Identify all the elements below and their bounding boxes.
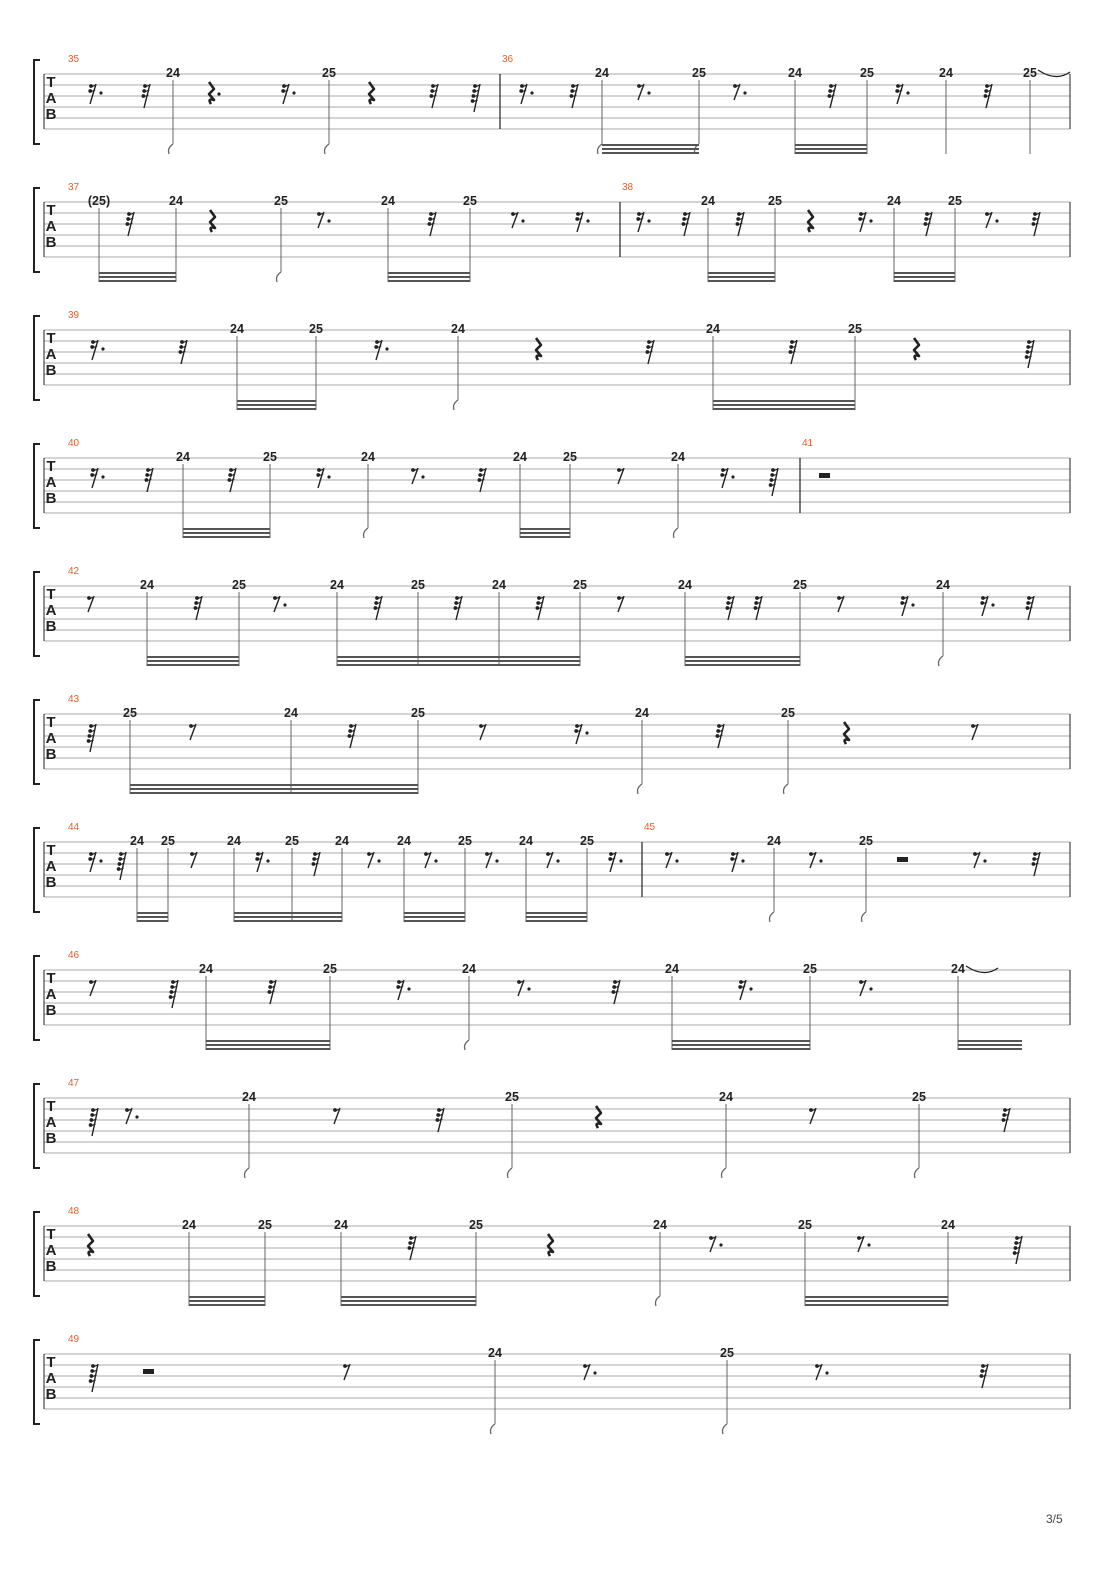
rest-icon bbox=[895, 84, 909, 104]
fret-number: 25 bbox=[411, 706, 425, 720]
tab-clef-letter: T bbox=[46, 74, 56, 91]
note-flag-icon bbox=[656, 1296, 661, 1306]
note-flag-icon bbox=[491, 1424, 496, 1434]
fret-number: 24 bbox=[397, 834, 411, 848]
fret-number: 25 bbox=[563, 450, 577, 464]
fret-number: 24 bbox=[519, 834, 533, 848]
fret-number: 24 bbox=[595, 66, 609, 80]
beam bbox=[713, 400, 855, 410]
tab-clef-letter: B bbox=[45, 1258, 57, 1275]
half-rest-icon bbox=[819, 473, 830, 478]
rest-icon bbox=[90, 340, 104, 360]
rest-icon bbox=[471, 84, 480, 112]
rest-icon bbox=[546, 852, 560, 868]
note-flag-icon bbox=[508, 1168, 513, 1178]
beam bbox=[795, 144, 867, 154]
fret-number: 25 bbox=[798, 1218, 812, 1232]
rest-icon bbox=[88, 84, 102, 104]
system-bracket bbox=[34, 60, 40, 144]
fret-number: 25 bbox=[309, 322, 323, 336]
beam bbox=[189, 1296, 265, 1306]
tab-clef-letter: A bbox=[45, 346, 57, 363]
tab-system bbox=[34, 1078, 1070, 1178]
tab-clef-letter: B bbox=[45, 1002, 57, 1019]
note-flag-icon bbox=[277, 272, 282, 282]
rest-icon bbox=[374, 340, 388, 360]
beam bbox=[685, 656, 800, 666]
beam bbox=[526, 912, 587, 922]
half-rest-icon bbox=[143, 1369, 154, 1374]
system-bracket bbox=[34, 188, 40, 272]
fret-number: 25 bbox=[1023, 66, 1037, 80]
measure-number: 37 bbox=[68, 182, 80, 193]
beam bbox=[388, 272, 470, 282]
fret-number: 24 bbox=[941, 1218, 955, 1232]
fret-number: 24 bbox=[665, 962, 679, 976]
fret-number: 24 bbox=[701, 194, 715, 208]
tab-clef-letter: A bbox=[45, 858, 57, 875]
beam bbox=[206, 1040, 330, 1050]
fret-number: 25 bbox=[768, 194, 782, 208]
note-flag-icon bbox=[454, 400, 459, 410]
rest-icon bbox=[617, 468, 624, 484]
note-flag-icon bbox=[939, 656, 944, 666]
tab-system bbox=[34, 438, 1070, 538]
tab-clef-letter: T bbox=[46, 1098, 56, 1115]
rest-icon bbox=[617, 596, 624, 612]
fret-number: 24 bbox=[492, 578, 506, 592]
system-bracket bbox=[34, 828, 40, 912]
beam bbox=[183, 528, 270, 538]
beam bbox=[337, 656, 580, 666]
beam bbox=[234, 912, 342, 922]
beam bbox=[958, 1040, 1022, 1050]
note-flag-icon bbox=[784, 784, 789, 794]
tab-clef-letter: A bbox=[45, 986, 57, 1003]
rest-icon bbox=[87, 724, 96, 752]
fret-number: 25 bbox=[860, 66, 874, 80]
tie-icon bbox=[1038, 70, 1070, 77]
tab-clef-letter: T bbox=[46, 1226, 56, 1243]
rest-icon bbox=[900, 596, 914, 616]
fret-number: 24 bbox=[678, 578, 692, 592]
rest-icon bbox=[396, 980, 410, 1000]
rest-icon bbox=[815, 1364, 829, 1380]
tab-clef-letter: T bbox=[46, 714, 56, 731]
rest-icon bbox=[519, 84, 533, 104]
tab-system bbox=[34, 1334, 1070, 1434]
beam bbox=[341, 1296, 476, 1306]
measure-number: 44 bbox=[68, 822, 80, 833]
fret-number: 24 bbox=[330, 578, 344, 592]
rest-icon bbox=[980, 596, 994, 616]
fret-number: 24 bbox=[166, 66, 180, 80]
tab-clef-letter: T bbox=[46, 202, 56, 219]
rest-icon bbox=[89, 1108, 98, 1136]
fret-number: 25 bbox=[580, 834, 594, 848]
system-bracket bbox=[34, 1340, 40, 1424]
system-bracket bbox=[34, 700, 40, 784]
fret-number: 24 bbox=[653, 1218, 667, 1232]
tab-clef-letter: T bbox=[46, 330, 56, 347]
fret-number: 24 bbox=[361, 450, 375, 464]
note-flag-icon bbox=[862, 912, 867, 922]
tab-clef-letter: A bbox=[45, 90, 57, 107]
fret-number: 25 bbox=[411, 578, 425, 592]
note-flag-icon bbox=[722, 1168, 727, 1178]
fret-number: 25 bbox=[912, 1090, 926, 1104]
fret-number: 25 bbox=[322, 66, 336, 80]
fret-number: 25 bbox=[463, 194, 477, 208]
rest-icon bbox=[1025, 340, 1034, 368]
rest-icon bbox=[511, 212, 525, 228]
fret-number: 25 bbox=[323, 962, 337, 976]
fret-number: 24 bbox=[887, 194, 901, 208]
tab-clef-letter: A bbox=[45, 474, 57, 491]
beam bbox=[147, 656, 239, 666]
rest-icon bbox=[89, 980, 96, 996]
tab-clef-letter: T bbox=[46, 970, 56, 987]
fret-number: 25 bbox=[505, 1090, 519, 1104]
tab-clef-letter: B bbox=[45, 1130, 57, 1147]
rest-icon bbox=[485, 852, 499, 868]
fret-number: 24 bbox=[169, 194, 183, 208]
tab-system bbox=[34, 822, 1070, 922]
fret-number: (25) bbox=[87, 194, 111, 208]
rest-icon bbox=[575, 212, 589, 232]
fret-number: 25 bbox=[123, 706, 137, 720]
system-bracket bbox=[34, 956, 40, 1040]
measure-number: 47 bbox=[68, 1078, 80, 1089]
tab-clef-letter: B bbox=[45, 618, 57, 635]
rest-icon bbox=[90, 468, 104, 488]
rest-icon bbox=[316, 468, 330, 488]
measure-number: 48 bbox=[68, 1206, 80, 1217]
fret-number: 24 bbox=[488, 1346, 502, 1360]
tab-clef-letter: A bbox=[45, 730, 57, 747]
note-flag-icon bbox=[465, 1040, 470, 1050]
beam bbox=[137, 912, 168, 922]
rest-icon bbox=[709, 1236, 723, 1252]
beam bbox=[404, 912, 465, 922]
rest-icon bbox=[189, 724, 196, 740]
tab-clef-letter: T bbox=[46, 586, 56, 603]
rest-icon bbox=[738, 980, 752, 1000]
beam bbox=[520, 528, 570, 538]
fret-number: 24 bbox=[936, 578, 950, 592]
beam bbox=[130, 784, 418, 794]
fret-number: 24 bbox=[951, 962, 965, 976]
fret-number: 25 bbox=[781, 706, 795, 720]
rest-icon bbox=[583, 1364, 597, 1380]
fret-number: 25 bbox=[469, 1218, 483, 1232]
rest-icon bbox=[857, 1236, 871, 1252]
beam bbox=[602, 144, 699, 154]
rest-icon bbox=[411, 468, 425, 484]
measure-number: 39 bbox=[68, 310, 80, 321]
rest-icon bbox=[281, 84, 295, 104]
tab-clef-letter: A bbox=[45, 1114, 57, 1131]
system-bracket bbox=[34, 572, 40, 656]
page-number: 3/5 bbox=[1046, 1512, 1063, 1526]
tab-clef-letter: A bbox=[45, 1242, 57, 1259]
measure-number: 36 bbox=[502, 54, 514, 65]
tab-clef-letter: B bbox=[45, 1386, 57, 1403]
fret-number: 24 bbox=[335, 834, 349, 848]
rest-icon bbox=[367, 852, 381, 868]
fret-number: 25 bbox=[263, 450, 277, 464]
fret-number: 24 bbox=[788, 66, 802, 80]
fret-number: 25 bbox=[161, 834, 175, 848]
rest-icon bbox=[809, 1108, 816, 1124]
rest-icon bbox=[665, 852, 679, 868]
tab-clef-letter: B bbox=[45, 234, 57, 251]
beam bbox=[708, 272, 775, 282]
beam bbox=[805, 1296, 948, 1306]
rest-icon bbox=[424, 852, 438, 868]
fret-number: 25 bbox=[692, 66, 706, 80]
measure-number: 42 bbox=[68, 566, 80, 577]
fret-number: 24 bbox=[671, 450, 685, 464]
fret-number: 25 bbox=[458, 834, 472, 848]
fret-number: 25 bbox=[948, 194, 962, 208]
fret-number: 25 bbox=[258, 1218, 272, 1232]
fret-number: 24 bbox=[706, 322, 720, 336]
tab-clef-letter: A bbox=[45, 602, 57, 619]
fret-number: 24 bbox=[334, 1218, 348, 1232]
measure-number: 49 bbox=[68, 1334, 80, 1345]
measure-number: 43 bbox=[68, 694, 80, 705]
rest-icon bbox=[317, 212, 331, 228]
rest-icon bbox=[255, 852, 269, 872]
note-flag-icon bbox=[169, 144, 174, 154]
fret-number: 24 bbox=[227, 834, 241, 848]
fret-number: 25 bbox=[793, 578, 807, 592]
tab-system bbox=[34, 54, 1070, 154]
rest-icon bbox=[859, 980, 873, 996]
note-flag-icon bbox=[723, 1424, 728, 1434]
fret-number: 24 bbox=[635, 706, 649, 720]
fret-number: 25 bbox=[232, 578, 246, 592]
beam bbox=[99, 272, 176, 282]
fret-number: 24 bbox=[199, 962, 213, 976]
tab-clef-letter: A bbox=[45, 1370, 57, 1387]
tab-system bbox=[34, 1206, 1070, 1306]
measure-number: 35 bbox=[68, 54, 80, 65]
beam bbox=[237, 400, 316, 410]
rest-icon bbox=[479, 724, 486, 740]
fret-number: 24 bbox=[462, 962, 476, 976]
rest-icon bbox=[88, 852, 102, 872]
rest-icon bbox=[858, 212, 872, 232]
fret-number: 25 bbox=[274, 194, 288, 208]
rest-icon bbox=[89, 1364, 98, 1392]
note-flag-icon bbox=[674, 528, 679, 538]
fret-number: 24 bbox=[513, 450, 527, 464]
rest-icon bbox=[636, 212, 650, 232]
measure-number: 46 bbox=[68, 950, 80, 961]
rest-icon bbox=[720, 468, 734, 488]
note-flag-icon bbox=[638, 784, 643, 794]
tab-system bbox=[34, 950, 1070, 1050]
tab-system bbox=[34, 182, 1070, 282]
tab-clef-letter: B bbox=[45, 106, 57, 123]
measure-number: 38 bbox=[622, 182, 634, 193]
rest-icon bbox=[87, 596, 94, 612]
fret-number: 24 bbox=[381, 194, 395, 208]
fret-number: 25 bbox=[803, 962, 817, 976]
rest-icon bbox=[973, 852, 987, 868]
note-flag-icon bbox=[325, 144, 330, 154]
rest-icon bbox=[769, 468, 778, 496]
system-bracket bbox=[34, 1212, 40, 1296]
fret-number: 24 bbox=[230, 322, 244, 336]
rest-icon bbox=[733, 84, 747, 100]
note-flag-icon bbox=[770, 912, 775, 922]
rest-icon bbox=[117, 852, 126, 880]
beam bbox=[894, 272, 955, 282]
note-flag-icon bbox=[364, 528, 369, 538]
fret-number: 25 bbox=[573, 578, 587, 592]
note-flag-icon bbox=[245, 1168, 250, 1178]
rest-icon bbox=[273, 596, 287, 612]
rest-icon bbox=[637, 84, 651, 100]
fret-number: 24 bbox=[719, 1090, 733, 1104]
system-bracket bbox=[34, 1084, 40, 1168]
half-rest-icon bbox=[897, 857, 908, 862]
fret-number: 25 bbox=[848, 322, 862, 336]
tab-clef-letter: T bbox=[46, 1354, 56, 1371]
tab-system bbox=[34, 566, 1070, 666]
tab-clef-letter: T bbox=[46, 458, 56, 475]
rest-icon bbox=[333, 1108, 340, 1124]
tab-clef-letter: B bbox=[45, 490, 57, 507]
rest-icon bbox=[125, 1108, 138, 1124]
tab-clef-letter: T bbox=[46, 842, 56, 859]
rest-icon bbox=[608, 852, 622, 872]
rest-icon bbox=[837, 596, 844, 612]
tab-clef-letter: A bbox=[45, 218, 57, 235]
fret-number: 24 bbox=[451, 322, 465, 336]
fret-number: 24 bbox=[176, 450, 190, 464]
rest-icon bbox=[985, 212, 999, 228]
measure-number: 41 bbox=[802, 438, 814, 449]
measure-number: 45 bbox=[644, 822, 656, 833]
tab-clef-letter: B bbox=[45, 746, 57, 763]
system-bracket bbox=[34, 316, 40, 400]
system-bracket bbox=[34, 444, 40, 528]
rest-icon bbox=[1013, 1236, 1022, 1264]
fret-number: 24 bbox=[130, 834, 144, 848]
fret-number: 24 bbox=[284, 706, 298, 720]
tab-system bbox=[34, 310, 1070, 410]
rest-icon bbox=[190, 852, 197, 868]
rest-icon bbox=[169, 980, 178, 1008]
fret-number: 24 bbox=[140, 578, 154, 592]
beam bbox=[672, 1040, 810, 1050]
fret-number: 24 bbox=[767, 834, 781, 848]
fret-number: 25 bbox=[285, 834, 299, 848]
rest-icon bbox=[343, 1364, 350, 1380]
fret-number: 25 bbox=[720, 1346, 734, 1360]
rest-icon bbox=[971, 724, 978, 740]
tab-system bbox=[34, 694, 1070, 794]
rest-icon bbox=[574, 724, 588, 744]
fret-number: 24 bbox=[242, 1090, 256, 1104]
fret-number: 24 bbox=[939, 66, 953, 80]
rest-icon bbox=[809, 852, 823, 868]
note-flag-icon bbox=[598, 144, 603, 154]
fret-number: 25 bbox=[859, 834, 873, 848]
measure-number: 40 bbox=[68, 438, 80, 449]
rest-icon bbox=[517, 980, 531, 996]
tie-icon bbox=[966, 966, 998, 973]
tab-clef-letter: B bbox=[45, 874, 57, 891]
note-flag-icon bbox=[915, 1168, 920, 1178]
tab-clef-letter: B bbox=[45, 362, 57, 379]
fret-number: 24 bbox=[182, 1218, 196, 1232]
rest-icon bbox=[730, 852, 744, 872]
